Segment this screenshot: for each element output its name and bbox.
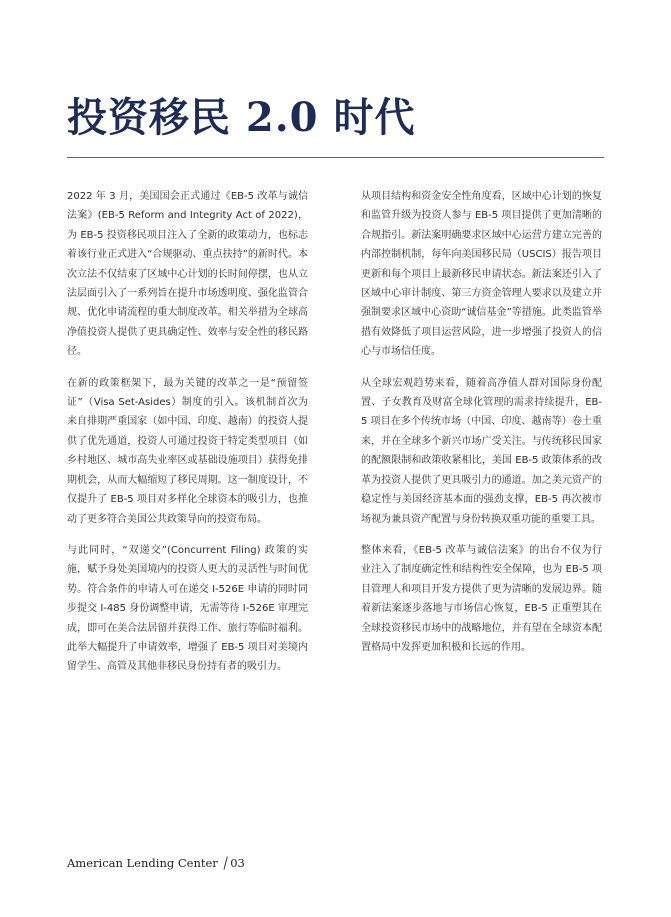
paragraph: 与此同时，“双递交”(Concurrent Filing) 政策的实施，赋予身处美国境内的投资人更大的灵活性与时间优势。符合条件的申请人可在递交 I-526E 申请的同时同步提交 I-485 身份调整申请，无需等待 I-526E 审理完成，即可在美合法居留并获得工作、旅行等临时福利。此举大幅提升了申请效率，增强了 EB-5 项目对美境内留学生、高管及其他非移民身份持有者的吸引力。 [67, 544, 308, 673]
paragraph: 2022 年 3 月，美国国会正式通过《EB-5 改革与诚信法案》(EB-5 Reform and Integrity Act of 2022)，为 EB-5 投资移民项目注入了全新的政策动力，也标志着该行业正式进入“合规驱动、重点扶持”的新时代。本次立法不仅结束了区域中心计划的长时间停摆，也从立法层面引入了一系列旨在提升市场透明度、强化监管合规、优化申请流程的重大制度改革。相关举措为全球高净值投资人提供了更具确定性、效率与安全性的移民路径。 [67, 191, 308, 358]
paragraph: 从全球宏观趋势来看，随着高净值人群对国际身份配置、子女教育及财富全球化管理的需求持续提升，EB-5 项目在多个传统市场（中国、印度、越南等）卷土重来，并在全球多个新兴市场广受关注。与传统移民国家的配额限制和政策收紧相比，美国 EB-5 政策体系的改革为投资人提供了更具吸引力的通道。加之美元资产的稳定性与美国经济基本面的强劲支撑，EB-5 再次被市场视为兼具资产配置与身份转换双重功能的重要工具。 [361, 377, 602, 525]
paragraph: 从项目结构和资金安全性角度看，区域中心计划的恢复和监管升级为投资人参与 EB-5 项目提供了更加清晰的合规指引。新法案明确要求区域中心运营方建立完善的内部控制机制，每年向美国移民局（USCIS）报告项目更新和每个项目上最新移民申请状态。新法案还引入了区域中心审计制度、第三方资金管理人要求以及建立并强制要求区域中心资助“诚信基金”等措施。此类监管举措有效降低了项目运营风险，进一步增强了投资人的信心与市场信任度。 [361, 191, 602, 358]
right-column [361, 187, 602, 669]
page-footer [67, 853, 245, 872]
paragraph: 整体来看，《EB-5 改革与诚信法案》的出台不仅为行业注入了制度确定性和结构性安全保障，也为 EB-5 项目管理人和项目开发方提供了更为清晰的发展边界。随着新法案逐步落地与市场信心恢复，EB-5 正重塑其在全球投资移民市场中的战略地位，并有望在全球资本配置格局中发挥更加积极和长远的作用。 [361, 544, 602, 653]
paragraph: 在新的政策框架下，最为关键的改革之一是“预留签证”（Visa Set-Asides）制度的引入。该机制首次为来自排期严重国家（如中国、印度、越南）的投资人提供了优先通道，投资人可通过投资于特定类型项目（如乡村地区、城市高失业率区或基础设施项目）获得免排期机会，从而大幅缩短了移民周期。这一制度设计，不仅提升了 EB-5 项目对多样化全球资本的吸引力，也推动了更多符合美国公共政策导向的投资布局。 [67, 377, 308, 525]
title-divider [67, 157, 604, 158]
page-number: 03 [230, 855, 245, 870]
left-column [67, 187, 308, 689]
footer-separator: / [223, 853, 228, 872]
page-title: 投资移民 2.0 时代 [67, 94, 416, 141]
footer-brand: American Lending Center [67, 855, 218, 870]
